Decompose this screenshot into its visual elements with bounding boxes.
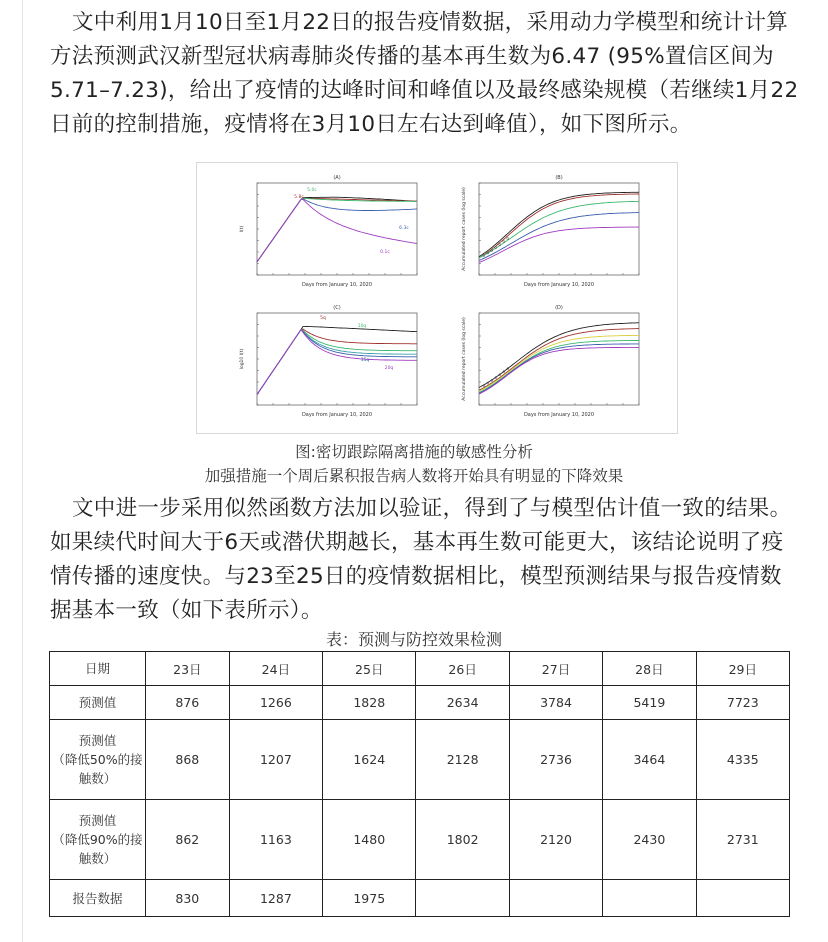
curve-label: 15q [360,358,370,363]
figure-caption: 图:密切跟踪隔离措施的敏感性分析 [295,443,533,461]
table-cell: 862 [146,800,230,880]
table-cell: 1287 [229,880,322,917]
x-axis-label: Days from January 10, 2020 [301,412,373,418]
table-cell: 1802 [416,800,509,880]
validation-paragraph: 文中进一步采用似然函数方法加以验证，得到了与模型估计值一致的结果。如果续代时间大于6天或潜伏期越长，基本再生数可能更大，该结论说明了疫情传播的速度快。与23至25日的疫情数据相比，模型预测结果与报告疫情数据基本一致（如下表所示）。 [50,496,792,623]
table-cell: 2120 [509,800,602,880]
figure-subcaption: 加强措施一个周后累积报告病人数将开始具有明显的下降效果 [204,467,624,485]
panel-title: (C) [333,305,341,311]
table-cell: 1975 [323,880,416,917]
table-cell: 1828 [323,686,416,720]
table-cell: 5419 [603,686,696,720]
row-label: 预测值 （降低90%的接触数） [50,800,146,880]
table-cell: 3464 [603,720,696,800]
table-row [50,686,790,720]
table-cell: 2736 [509,720,602,800]
y-axis-label: Accumulated report cases (log scale) [462,187,467,271]
header-cell: 日期 [50,652,146,686]
series-line [479,329,639,391]
x-axis-label: Days from January 10, 2020 [523,412,595,418]
panel-title: (A) [333,175,341,181]
prediction-table [49,651,790,917]
table-cell: 2634 [416,686,509,720]
curve-label: 5q [320,316,326,321]
curve-label: 5.8c [294,195,304,200]
curve-label: 20q [384,366,394,371]
table-cell [509,880,602,917]
table-cell: 1207 [229,720,322,800]
series-line [257,199,417,262]
curve-label: 5.0c [307,188,317,193]
header-cell: 23日 [146,652,230,686]
series-line [257,197,417,262]
series-line [479,201,639,257]
header-cell: 29日 [696,652,789,686]
table-cell: 1624 [323,720,416,800]
series-line [479,347,639,394]
series-line [257,330,417,395]
curve-label: 0.1c [380,250,390,255]
series-line [257,330,417,395]
header-cell: 26日 [416,652,509,686]
table-row [50,880,790,917]
header-cell: 28日 [603,652,696,686]
table-cell [603,880,696,917]
panel-title: (B) [555,175,563,181]
table-cell: 4335 [696,720,789,800]
table-cell: 2128 [416,720,509,800]
table-cell: 3784 [509,686,602,720]
table-row [50,720,790,800]
series-line [257,329,417,395]
series-line [479,227,639,262]
panel-D-axes [479,313,639,405]
table-row [50,800,790,880]
curve-label: 6.3c [399,226,409,231]
table-cell: 2430 [603,800,696,880]
series-line [257,330,417,395]
table-cell [416,880,509,917]
curve-label: 10q [357,324,367,329]
table-cell: 868 [146,720,230,800]
header-cell: 25日 [323,652,416,686]
y-axis-label: Accumulated report cases (log scale) [462,317,467,401]
data-point [507,238,509,240]
table-cell: 1266 [229,686,322,720]
table-cell: 876 [146,686,230,720]
y-axis-label: I(t) [240,225,245,233]
panel-title: (D) [555,305,563,311]
header-cell: 24日 [229,652,322,686]
series-line [257,198,417,262]
sensitivity-analysis-figure [197,163,677,433]
y-axis-label: log10 I(t) [240,348,245,370]
x-axis-label: Days from January 10, 2020 [301,282,373,288]
series-line [479,213,639,261]
table-cell [696,880,789,917]
table-cell: 830 [146,880,230,917]
series-line [257,330,417,395]
table-cell: 7723 [696,686,789,720]
series-line [257,198,417,262]
row-label: 预测值 （降低50%的接触数） [50,720,146,800]
intro-paragraph: 文中利用1月10日至1月22日的报告疫情数据，采用动力学模型和统计计算方法预测武汉新型冠状病毒肺炎传播的基本再生数为6.47 (95%置信区间为5.71–7.23)，给出了疫情的达峰时间和峰值以及最终感染规模（若继续1月22日前的控制措施，疫情将在3月10日左右达到峰值），如下图所示。 [50,10,799,137]
table-cell: 2731 [696,800,789,880]
row-label: 报告数据 [50,880,146,917]
x-axis-label: Days from January 10, 2020 [523,282,595,288]
table-cell: 1163 [229,800,322,880]
table-header-row [50,652,790,686]
table-title: 表：预测与防控效果检测 [325,630,502,649]
panel-B-axes [479,183,639,275]
figure-image [196,162,678,434]
table-cell: 1480 [323,800,416,880]
row-label: 预测值 [50,686,146,720]
header-cell: 27日 [509,652,602,686]
series-line [479,344,639,393]
